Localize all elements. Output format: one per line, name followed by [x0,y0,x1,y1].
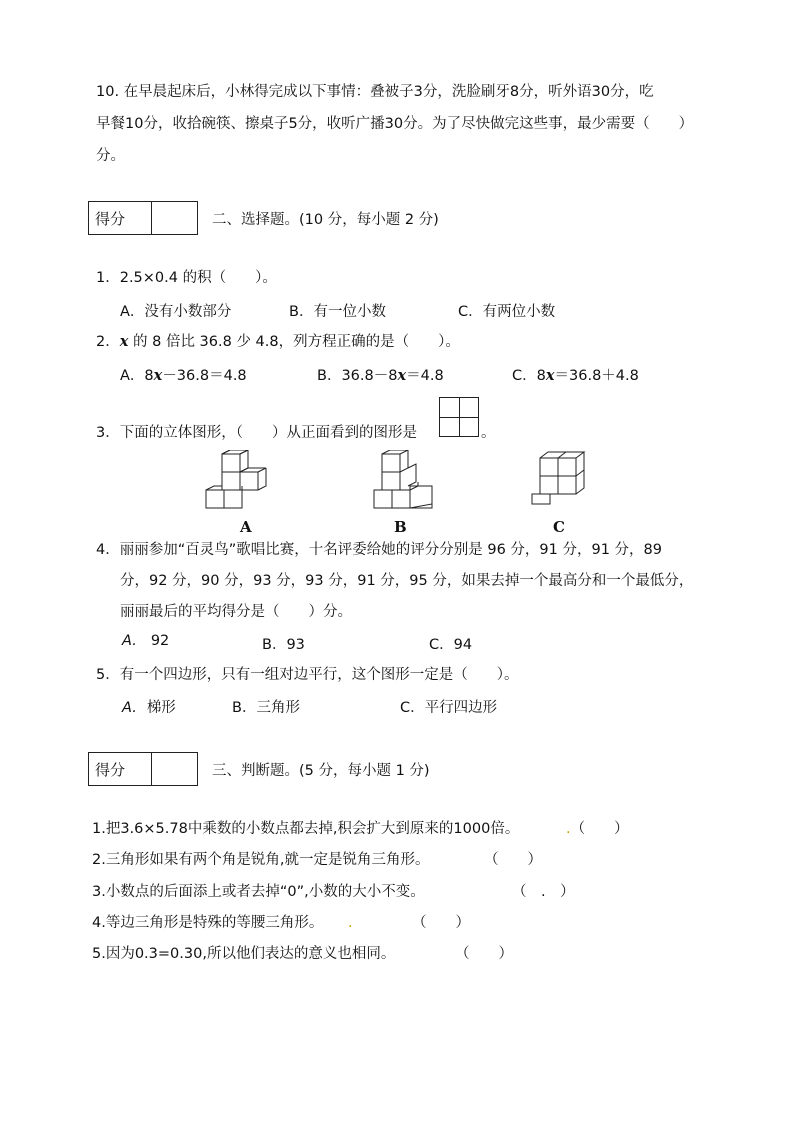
figure-label-b: B [394,518,407,536]
s2-q1-option-a: A．没有小数部分 [120,304,232,320]
s2-q1-option-c: C．有两位小数 [458,304,556,320]
s2-q4-option-c: C．94 [429,637,473,653]
judge-item-4-paren[interactable]: （ ） [412,915,470,931]
s2-q5-option-b: B．三角形 [232,700,300,716]
score-box-section3 [88,752,198,786]
judge-item-5-paren[interactable]: （ ） [455,946,513,962]
judge-item-2: 2.三角形如果有两个角是锐角,就一定是锐角三角形。 [92,852,430,868]
cube-figure-b [370,450,436,516]
q10-line1: 10. 在早晨起床后，小林得完成以下事情：叠被子3分，洗脸刷牙8分，听外语30分，吃 [96,84,654,100]
s2-q1-option-b: B．有一位小数 [289,304,386,320]
s2-q5-option-a [122,696,176,717]
s2-q5-a-letter: A. [122,700,137,716]
s2-q2-num: 2． [96,334,120,350]
s2-q5-stem: 5．有一个四边形，只有一组对边平行，这个图形一定是（ ）。 [96,667,519,683]
s2-q3-stem-end: 。 [481,425,496,441]
opt-c-post: ＝36.8＋4.8 [554,368,639,384]
judge-item-3-paren[interactable]: （ . ） [512,884,575,900]
opt-c-var: x [545,367,555,384]
judge-item-3: 3.小数点的后面添上或者去掉“0”,小数的大小不变。 [92,884,425,900]
s2-q2-var: x [119,333,129,350]
judge-item-5: 5.因为0.3=0.30,所以他们表达的意义也相同。 [92,946,396,962]
s2-q2-rest: 的 8 倍比 36.8 少 4.8，列方程正确的是（ ）。 [128,334,460,350]
score-label: 得分 [89,202,152,234]
section3-title: 三、判断题。(5 分，每小题 1 分) [212,763,430,779]
s2-q5-a-value: 梯形 [146,700,176,716]
opt-b-post: ＝4.8 [406,368,444,384]
q10-line2: 早餐10分，收拾碗筷、擦桌子5分，收听广播30分。为了尽快做完这些事，最少需要（ ） [96,116,694,132]
s2-q4-line1: 4．丽丽参加“百灵鸟”歌唱比赛，十名评委给她的评分分别是 96 分，91 分，91 分，89 [96,542,662,558]
front-view-grid-icon [439,397,479,437]
figure-label-c: C [553,518,565,536]
s2-q4-line3: 丽丽最后的平均得分是（ ）分。 [120,604,352,620]
judge-item-1-mark: . [566,821,571,837]
opt-b-var: x [397,367,407,384]
judge-item-1-answer [566,819,629,839]
opt-c-pre: C．8 [512,368,546,384]
figure-label-a: A [240,518,252,536]
opt-a-var: x [153,367,163,384]
judge-item-1: 1.把3.6×5.78中乘数的小数点都去掉,积会扩大到原来的1000倍。 [92,821,520,837]
judge-item-4-dot: . [348,915,353,931]
judge-item-1-paren[interactable]: （ ） [570,821,629,837]
s2-q2-stem [96,332,460,352]
s2-q2-option-c [512,364,639,385]
s2-q4-a-letter: A. [122,633,137,649]
judge-item-4: 4.等边三角形是特殊的等腰三角形。 [92,915,324,931]
s2-q2-option-a [120,364,247,385]
s2-q4-line2: 分，92 分，90 分，93 分，93 分，91 分，95 分，如果去掉一个最高分和一个最低分， [120,573,694,589]
score-label: 得分 [89,753,152,785]
s2-q5-option-c: C．平行四边形 [400,700,498,716]
opt-b-pre: B．36.8－8 [317,368,398,384]
section2-title: 二、选择题。(10 分，每小题 2 分) [212,212,439,228]
s2-q3-stem: 3．下面的立体图形，（ ）从正面看到的图形是 [96,425,417,441]
cube-figure-c [528,450,594,516]
s2-q4-a-value: 92 [150,633,170,649]
opt-a-post: －36.8＝4.8 [162,368,247,384]
q10-line3: 分。 [96,148,125,164]
judge-item-2-paren[interactable]: （ ） [484,852,542,868]
opt-a-pre: A．8 [120,368,154,384]
cube-figure-a [200,450,280,516]
s2-q4-option-a [122,633,169,649]
s2-q1-stem: 1．2.5×0.4 的积（ ）。 [96,270,277,286]
s2-q2-option-b [317,364,444,385]
score-box-section2 [88,201,198,235]
judge-item-4-mark [348,913,353,933]
score-blank[interactable] [152,753,197,785]
score-blank[interactable] [152,202,197,234]
s2-q4-option-b: B．93 [262,637,305,653]
